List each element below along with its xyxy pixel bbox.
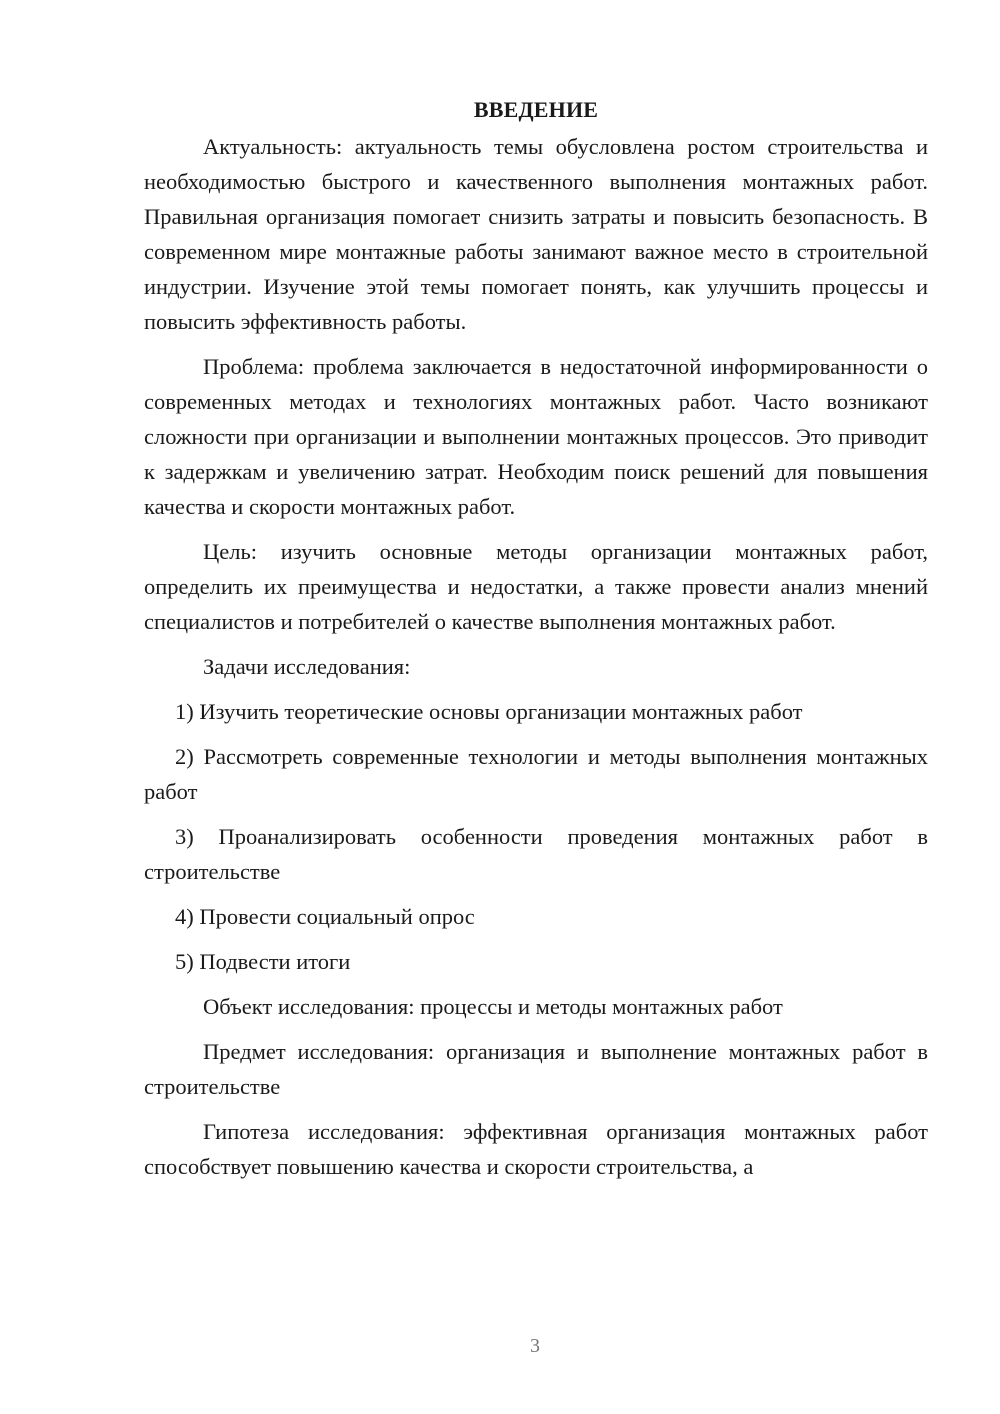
document-page [144, 92, 928, 1194]
hypothesis-paragraph: Гипотеза исследования: эффективная организация монтажных работ способствует повышению качества и скорости строительства, а [144, 1119, 928, 1179]
task-item: 3) Проанализировать особенности проведения монтажных работ в строительстве [144, 824, 928, 884]
page-title: ВВЕДЕНИЕ [473, 97, 599, 122]
subject-paragraph: Предмет исследования: организация и выполнение монтажных работ в строительстве [144, 1039, 928, 1099]
task-item: 2) Рассмотреть современные технологии и методы выполнения монтажных работ [144, 744, 928, 804]
task-item: 4) Провести социальный опрос [175, 904, 475, 929]
page-number: 3 [530, 1335, 540, 1357]
task-item: 1) Изучить теоретические основы организации монтажных работ [175, 699, 803, 724]
object-paragraph: Объект исследования: процессы и методы монтажных работ [203, 994, 783, 1019]
problem-paragraph: Проблема: проблема заключается в недостаточной информированности о современных методах и технологиях монтажных работ. Часто возникают сложности при организации и выполнении монтажных процессов. Это приводит к задержкам и увеличению затрат. Необходим поиск решений для повышения качества и скорости монтажных работ. [144, 354, 928, 519]
task-item: 5) Подвести итоги [175, 949, 351, 974]
tasks-heading: Задачи исследования: [203, 654, 411, 679]
goal-paragraph: Цель: изучить основные методы организации монтажных работ, определить их преимущества и недостатки, а также провести анализ мнений специалистов и потребителей о качестве выполнения монтажных работ. [144, 539, 928, 634]
relevance-paragraph: Актуальность: актуальность темы обусловлена ростом строительства и необходимостью быстрого и качественного выполнения монтажных работ. Правильная организация помогает снизить затраты и повысить безопасность. В современном мире монтажные работы занимают важное место в строительной индустрии. Изучение этой темы помогает понять, как улучшить процессы и повысить эффективность работы. [144, 134, 928, 334]
